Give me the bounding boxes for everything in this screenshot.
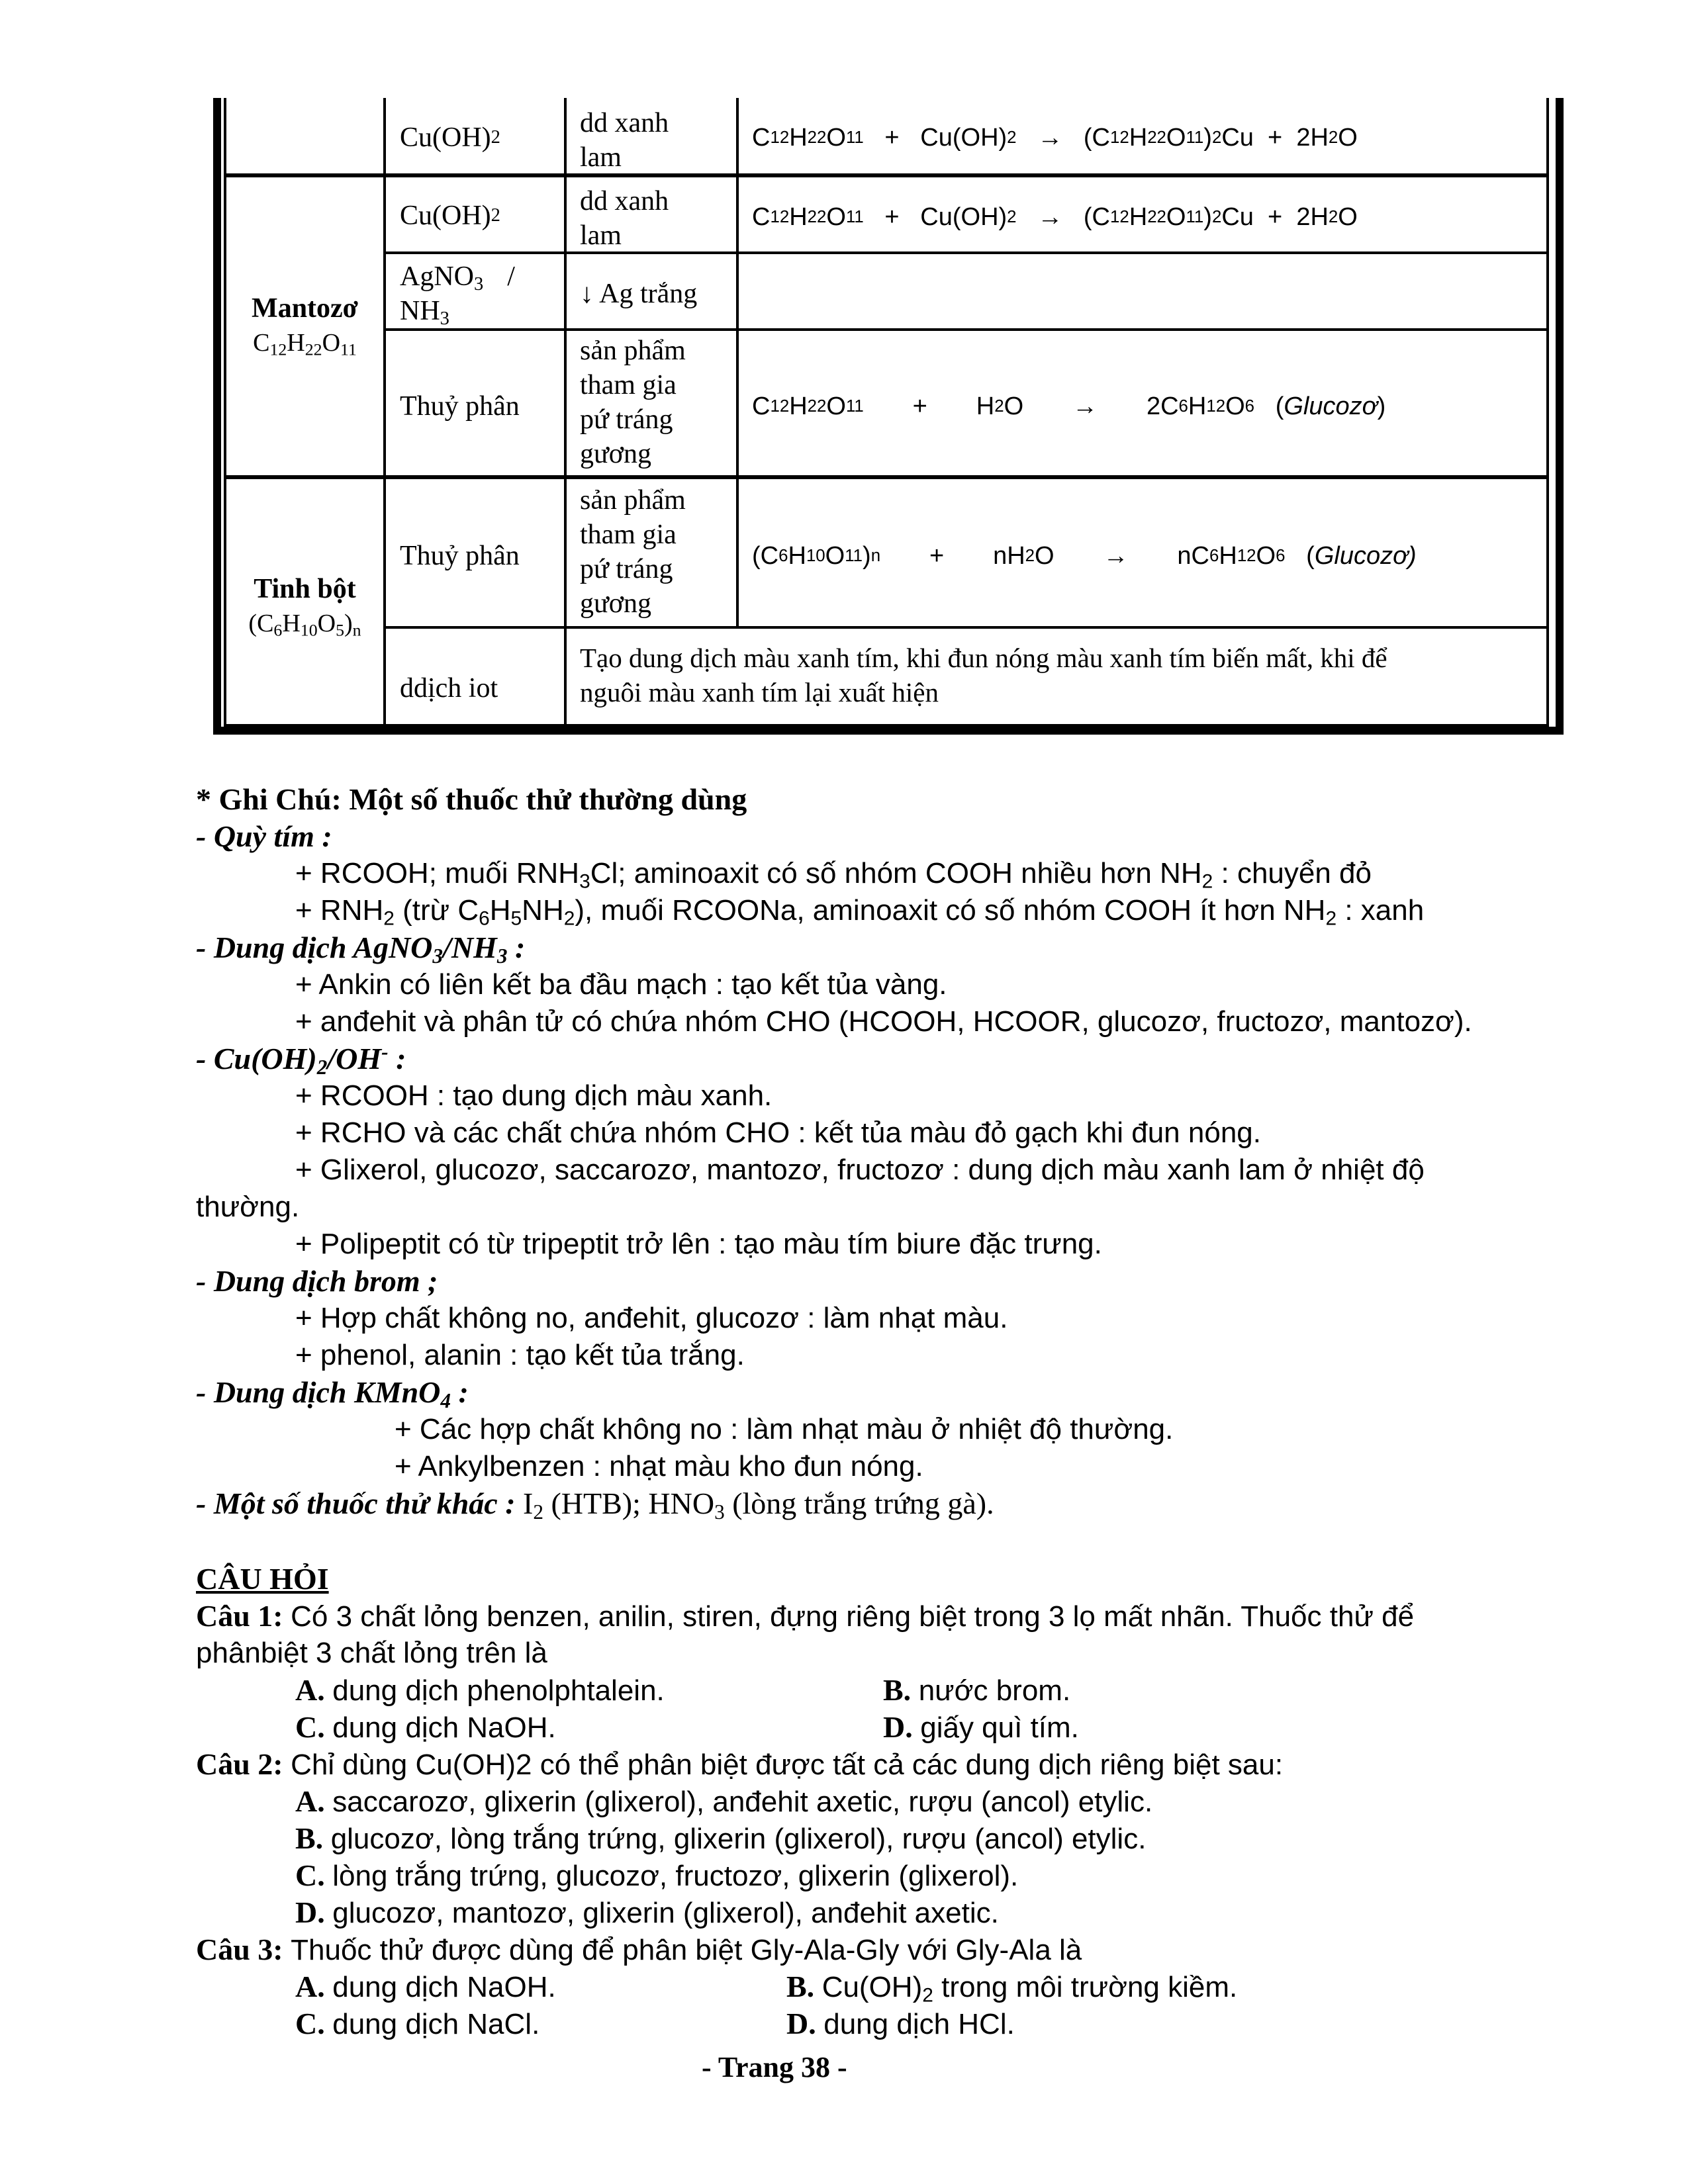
q3-option-a[interactable]: A. dung dịch NaOH.: [295, 1970, 556, 2003]
table-right-inner: [1546, 98, 1549, 727]
tinhbot-label: Tinh bột $(C_6H_{10}O_5)_n$: [248, 574, 361, 640]
row1-reagent: Cu(OH) 2: [400, 122, 500, 153]
quy-tim-item-1: + RCOOH; muối $RNH_3Cl$; aminoaxit có số nhóm COOH nhiều hơn $NH_2$ : chuyển đỏ: [295, 857, 1372, 893]
cuoh-item-4: + Polipeptit có từ tripeptit trở lên : tạo màu tím biure đặc trưng.: [295, 1228, 1102, 1260]
cuoh-item-3: + Glixerol, glucozơ, saccarozơ, mantozơ, fructozơ : dung dịch màu xanh lam ở nhiệt độ: [295, 1154, 1425, 1186]
row6-phenomenon: Tạo dung dịch màu xanh tím, khi đun nóng màu xanh tím biến mất, khi để nguôi màu xanh tím lại xuất hiện: [580, 643, 1387, 707]
table-row-divider: [383, 251, 1549, 254]
question-1: Câu 1: Có 3 chất lỏng benzen, anilin, stiren, đựng riêng biệt trong 3 lọ mất nhãn. Thuốc thử để: [196, 1599, 1415, 1633]
table-col-divider: [736, 98, 739, 629]
quy-tim-heading: - Quỳ tím :: [196, 819, 332, 853]
table-row-divider: [224, 475, 1549, 479]
row3-phenomenon: ↓ Ag trắng: [580, 279, 698, 309]
table-col-divider: [564, 98, 567, 727]
question-3: Câu 3: Thuốc thử được dùng để phân biệt Gly-Ala-Gly với Gly-Ala là: [196, 1933, 1082, 1966]
row2-phenomenon: dd xanh lam: [580, 186, 669, 251]
q2-option-d[interactable]: D. glucozơ, mantozơ, glixerin (glixerol), anđehit axetic.: [295, 1895, 999, 1929]
question-2: Câu 2: Chỉ dùng Cu(OH)2 có thể phân biệt được tất cả các dung dịch riêng biệt sau:: [196, 1747, 1284, 1781]
q3-option-b[interactable]: B. $Cu(OH)_2$ trong môi trường kiềm.: [786, 1970, 1238, 2007]
row5-phenomenon: sản phẩm tham gia pứ tráng gương: [580, 485, 686, 619]
row2-reagent: Cu(OH) 2: [400, 201, 500, 231]
row5-equation: (C 6 H 10 O 11 ) n + nH 2 O → nC 6 H 12 O 6 ( Glucozơ): [752, 542, 1417, 570]
quy-tim-item-2: + $RNH_2$ (trừ $C_6H_5NH_2$), muối RCOONa, aminoaxit có số nhóm COOH ít hơn $NH_2$ : xanh: [295, 894, 1425, 930]
q1-option-c[interactable]: C. dung dịch NaOH.: [295, 1710, 556, 1744]
question-1-cont: phânbiệt 3 chất lỏng trên là: [196, 1637, 547, 1669]
table-row-divider: [224, 173, 1549, 177]
table-row-divider: [383, 626, 1549, 629]
cuoh-item-3-cont: thường.: [196, 1191, 300, 1223]
brom-item-2: + phenol, alanin : tạo kết tủa trắng.: [295, 1339, 745, 1371]
q3-option-c[interactable]: C. dung dịch NaCl.: [295, 2007, 540, 2040]
agno3-heading: - Dung dịch $AgNO_3/NH_3$ :: [196, 931, 526, 968]
notes-heading: * Ghi Chú: Một số thuốc thử thường dùng: [196, 782, 747, 816]
row2-equation: C 12 H 22 O 11 + Cu(OH) 2 → (C 12 H 22 O 11 ) 2 Cu + 2H 2 O: [752, 203, 1358, 231]
mantozo-label: Mantozơ $C_{12}H_{22}O_{11}$: [252, 293, 358, 359]
q2-option-c[interactable]: C. lòng trắng trứng, glucozơ, fructozơ, glixerin (glixerol).: [295, 1858, 1019, 1892]
row1-phenomenon: dd xanh lam: [580, 108, 669, 173]
table-col-divider: [383, 98, 386, 727]
cuoh-item-2: + RCHO và các chất chứa nhóm CHO : kết tủa màu đỏ gạch khi đun nóng.: [295, 1116, 1261, 1149]
kmno4-heading: - Dung dịch KMnO$_4$ :: [196, 1375, 469, 1412]
brom-heading: - Dung dịch brom ;: [196, 1264, 438, 1298]
row1-equation: C 12 H 22 O 11 + Cu(OH) 2 → (C 12 H 22 O 11 ) 2 Cu + 2H 2 O: [752, 124, 1358, 152]
row3-reagent: AgNO$_3$ / $NH_3$: [400, 261, 515, 330]
q3-option-d[interactable]: D. dung dịch HCl.: [786, 2007, 1015, 2040]
row4-reagent: Thuỷ phân: [400, 391, 520, 422]
row6-reagent: ddịch iot: [400, 673, 498, 704]
row5-reagent: Thuỷ phân: [400, 541, 520, 571]
brom-item-1: + Hợp chất không no, anđehit, glucozơ : làm nhạt màu.: [295, 1302, 1008, 1334]
q1-option-d[interactable]: D. giấy quì tím.: [883, 1710, 1079, 1744]
other-reagents: - Một số thuốc thử khác : $I_2$ (HTB); $HNO_3$ (lòng trắng trứng gà).: [196, 1486, 994, 1524]
row4-phenomenon: sản phẩm tham gia pứ tráng gương: [580, 336, 686, 469]
q2-option-a[interactable]: A. saccarozơ, glixerin (glixerol), anđehit axetic, rượu (ancol) etylic.: [295, 1784, 1153, 1818]
agno3-item-1: + Ankin có liên kết ba đầu mạch : tạo kết tủa vàng.: [295, 968, 947, 1001]
q2-option-b[interactable]: B. glucozơ, lòng trắng trứng, glixerin (glixerol), rượu (ancol) etylic.: [295, 1821, 1147, 1855]
questions-heading: CÂU HỎI: [196, 1562, 329, 1596]
kmno4-item-1: + Các hợp chất không no : làm nhạt màu ở nhiệt độ thường.: [395, 1413, 1174, 1445]
row4-equation: C 12 H 22 O 11 + H 2 O → 2C 6 H 12 O 6 ( Glucozơ ): [752, 392, 1386, 420]
page-number: - Trang 38 -: [702, 2051, 847, 2083]
kmno4-item-2: + Ankylbenzen : nhạt màu kho đun nóng.: [395, 1450, 923, 1482]
q1-option-a[interactable]: A. dung dịch phenolphtalein.: [295, 1673, 665, 1707]
cuoh-item-1: + RCOOH : tạo dung dịch màu xanh.: [295, 1079, 773, 1112]
table-row-divider: [383, 328, 1549, 331]
agno3-item-2: + anđehit và phân tử có chứa nhóm CHO (HCOOH, HCOOR, glucozơ, fructozơ, mantozơ).: [295, 1005, 1472, 1038]
q1-option-b[interactable]: B. nước brom.: [883, 1673, 1071, 1707]
table-bottom-inner: [224, 724, 1549, 727]
cuoh-heading: - $Cu(OH)_2/OH^-$ :: [196, 1040, 406, 1079]
